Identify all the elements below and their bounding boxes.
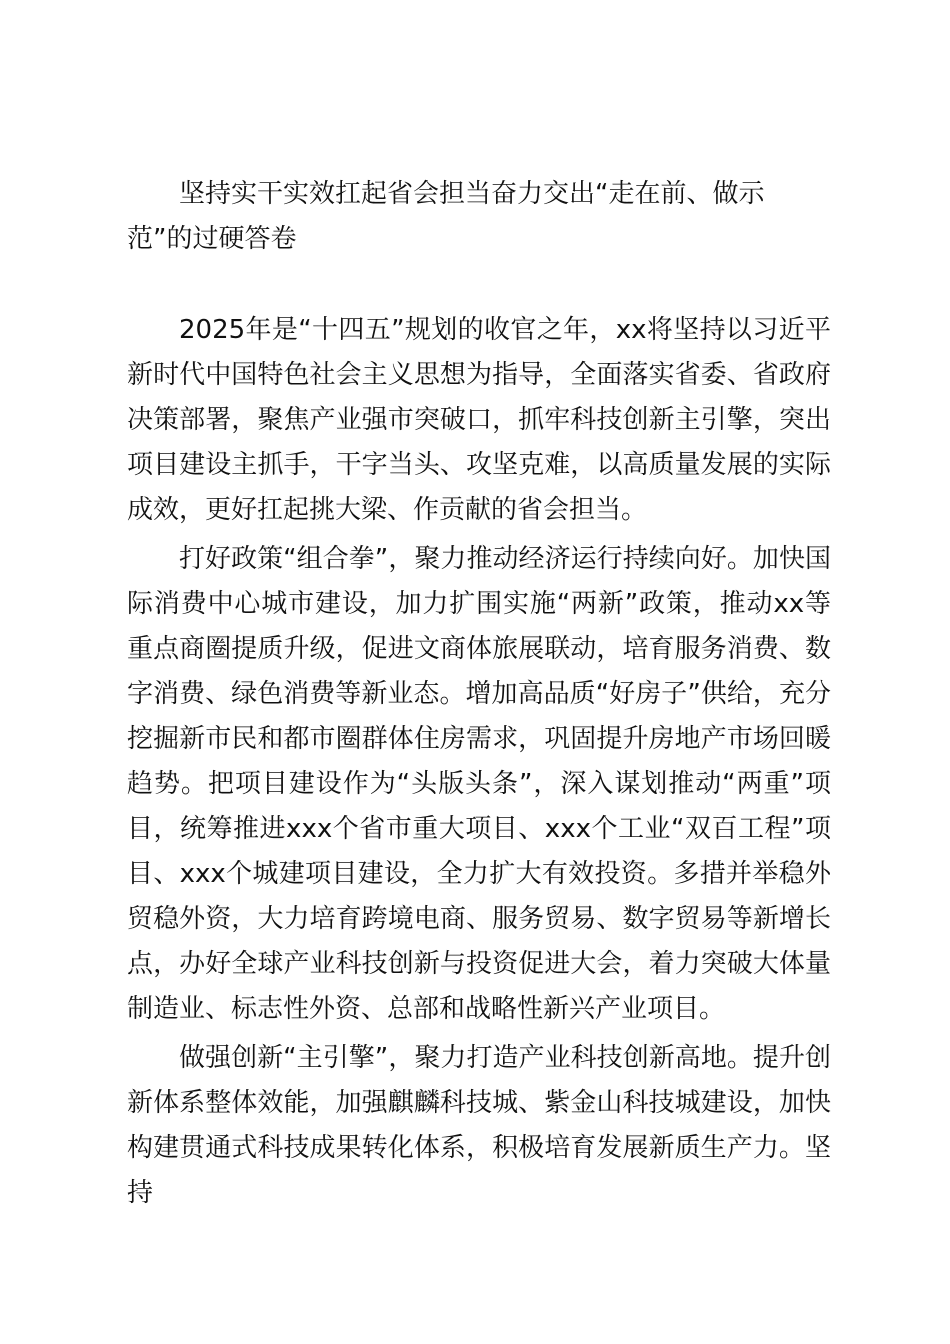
paragraph-innovation: 做强创新“主引擎”，聚力打造产业科技创新高地。提升创新体系整体效能，加强麒麟科技城、紫金山科技城建设，加快构建贯通式科技成果转化体系，积极培育发展新质生产力。坚持	[127, 1043, 831, 1208]
document-body	[127, 308, 831, 1216]
document-title: 坚持实干实效扛起省会担当奋力交出“走在前、做示范”的过硬答卷	[127, 179, 765, 254]
paragraph-policy: 打好政策“组合拳”，聚力推动经济运行持续向好。加快国际消费中心城市建设，加力扩围实施“两新”政策，推动xx等重点商圈提质升级，促进文商体旅展联动，培育服务消费、数字消费、绿色消费等新业态。增加高品质“好房子”供给，充分挖掘新市民和都市圈群体住房需求，巩固提升房地产市场回暖趋势。把项目建设作为“头版头条”，深入谋划推动“两重”项目，统筹推进xxx个省市重大项目、xxx个工业“双百工程”项目、xxx个城建项目建设，全力扩大有效投资。多措并举稳外贸稳外资，大力培育跨境电商、服务贸易、数字贸易等新增长点，办好全球产业科技创新与投资促进大会，着力突破大体量制造业、标志性外资、总部和战略性新兴产业项目。	[127, 544, 831, 1024]
paragraph-intro: 2025年是“十四五”规划的收官之年，xx将坚持以习近平新时代中国特色社会主义思想为指导，全面落实省委、省政府决策部署，聚焦产业强市突破口，抓牢科技创新主引擎，突出项目建设主抓手，干字当头、攻坚克难，以高质量发展的实际成效，更好扛起挑大梁、作贡献的省会担当。	[127, 315, 831, 525]
